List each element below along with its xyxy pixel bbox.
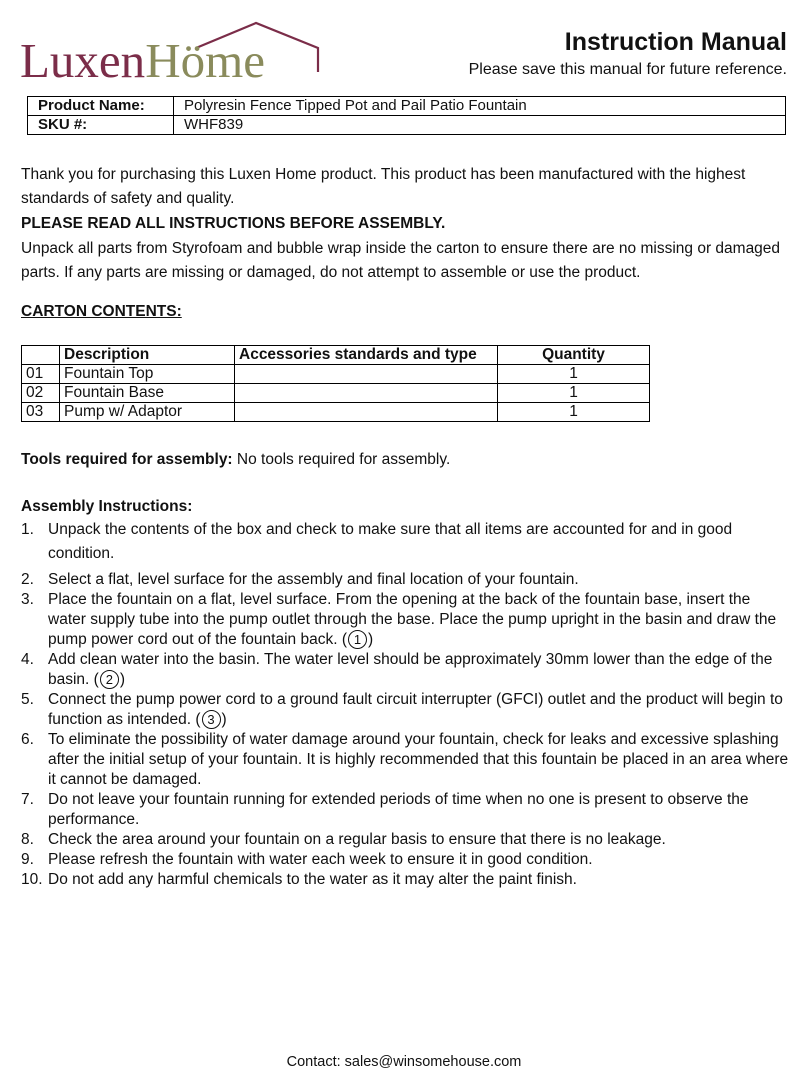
tools-label: Tools required for assembly: bbox=[21, 451, 233, 468]
table-row bbox=[28, 97, 786, 116]
step-number: 6. bbox=[21, 731, 34, 748]
tools-text: No tools required for assembly. bbox=[232, 451, 451, 468]
row-accessories bbox=[235, 365, 498, 384]
list-item bbox=[21, 590, 791, 650]
assembly-steps-list bbox=[21, 518, 791, 890]
step-text-close: ) bbox=[367, 631, 374, 648]
row-quantity: 1 bbox=[498, 384, 650, 403]
list-item bbox=[21, 790, 791, 830]
col-header-quantity: Quantity bbox=[498, 346, 650, 365]
figure-marker: 2 bbox=[100, 670, 119, 689]
row-no: 03 bbox=[22, 403, 60, 422]
page-title: Instruction Manual bbox=[564, 28, 787, 56]
row-accessories bbox=[235, 403, 498, 422]
list-item bbox=[21, 730, 791, 790]
step-text: To eliminate the possibility of water damage around your fountain, check for leaks and excessive splashing after the initial setup of your fountain. It is highly recommended that this fountain be placed in an area where it cannot be damaged. bbox=[48, 731, 789, 788]
step-text: Do not add any harmful chemicals to the water as it may alter the paint finish. bbox=[48, 871, 577, 888]
page-subtitle: Please save this manual for future reference. bbox=[468, 61, 787, 78]
list-item bbox=[21, 690, 791, 730]
step-number: 2. bbox=[21, 571, 34, 588]
carton-contents-table bbox=[21, 345, 650, 422]
step-text: Connect the pump power cord to a ground fault circuit interrupter (GFCI) outlet and the product will begin to function as intended. ( bbox=[48, 691, 783, 728]
sku-value: WHF839 bbox=[174, 116, 786, 135]
row-description: Fountain Base bbox=[60, 384, 235, 403]
step-text: Please refresh the fountain with water each week to ensure it in good condition. bbox=[48, 851, 593, 868]
row-quantity: 1 bbox=[498, 403, 650, 422]
step-text-close: ) bbox=[119, 671, 126, 688]
product-name-label: Product Name: bbox=[28, 97, 174, 116]
carton-heading: CARTON CONTENTS: bbox=[21, 303, 182, 320]
step-number: 3. bbox=[21, 591, 34, 608]
table-row bbox=[22, 403, 650, 422]
table-row bbox=[28, 116, 786, 135]
step-number: 8. bbox=[21, 831, 34, 848]
col-header-description: Description bbox=[60, 346, 235, 365]
figure-marker: 1 bbox=[348, 630, 367, 649]
brand-logo bbox=[18, 18, 328, 88]
col-header-no bbox=[22, 346, 60, 365]
step-number: 4. bbox=[21, 651, 34, 668]
assembly-heading: Assembly Instructions: bbox=[21, 498, 193, 515]
logo-wordmark bbox=[20, 33, 265, 88]
list-item bbox=[21, 830, 791, 850]
logo-luxen: Luxen bbox=[20, 33, 146, 88]
step-number: 7. bbox=[21, 791, 34, 808]
list-item bbox=[21, 870, 791, 890]
list-item bbox=[21, 850, 791, 870]
sku-label: SKU #: bbox=[28, 116, 174, 135]
col-header-accessories: Accessories standards and type bbox=[235, 346, 498, 365]
list-item bbox=[21, 570, 791, 590]
intro-warning: PLEASE READ ALL INSTRUCTIONS BEFORE ASSEMBLY. bbox=[21, 215, 446, 232]
row-no: 01 bbox=[22, 365, 60, 384]
table-row bbox=[22, 365, 650, 384]
figure-marker: 3 bbox=[202, 710, 221, 729]
table-header-row bbox=[22, 346, 650, 365]
footer-contact: Contact: sales@winsomehouse.com bbox=[286, 1054, 522, 1070]
row-accessories bbox=[235, 384, 498, 403]
step-number: 1. bbox=[21, 521, 34, 538]
tools-line bbox=[21, 448, 791, 472]
row-no: 02 bbox=[22, 384, 60, 403]
step-number: 10. bbox=[21, 871, 43, 888]
row-quantity: 1 bbox=[498, 365, 650, 384]
list-item bbox=[21, 650, 791, 690]
step-number: 5. bbox=[21, 691, 34, 708]
product-name-value: Polyresin Fence Tipped Pot and Pail Patio Fountain bbox=[174, 97, 786, 116]
step-number: 9. bbox=[21, 851, 34, 868]
step-text: Check the area around your fountain on a regular basis to ensure that there is no leakage. bbox=[48, 831, 666, 848]
step-text: Add clean water into the basin. The water level should be approximately 30mm lower than the edge of the basin. ( bbox=[48, 651, 773, 688]
step-text-close: ) bbox=[221, 711, 227, 728]
logo-home: Höme bbox=[145, 33, 265, 88]
list-item bbox=[21, 518, 791, 566]
row-description: Fountain Top bbox=[60, 365, 235, 384]
intro-thanks: Thank you for purchasing this Luxen Home product. This product has been manufactured with the highest standards of safety and quality. bbox=[21, 166, 746, 207]
product-info-table bbox=[27, 96, 786, 135]
step-text: Select a flat, level surface for the assembly and final location of your fountain. bbox=[48, 571, 579, 588]
step-text: Do not leave your fountain running for extended periods of time when no one is present to observe the performance. bbox=[48, 791, 749, 828]
step-text: Place the fountain on a flat, level surface. From the opening at the back of the fountain base, insert the water supply tube into the pump outlet through the base. Place the pump upright in the basin and draw the pump power cord out of the fountain back. ( bbox=[48, 591, 777, 648]
table-row bbox=[22, 384, 650, 403]
row-description: Pump w/ Adaptor bbox=[60, 403, 235, 422]
step-text: Unpack the contents of the box and check to make sure that all items are accounted for and in good condition. bbox=[48, 521, 733, 562]
intro-unpack: Unpack all parts from Styrofoam and bubble wrap inside the carton to ensure there are no missing or damaged parts. If any parts are missing or damaged, do not attempt to assemble or use the product. bbox=[21, 240, 781, 281]
